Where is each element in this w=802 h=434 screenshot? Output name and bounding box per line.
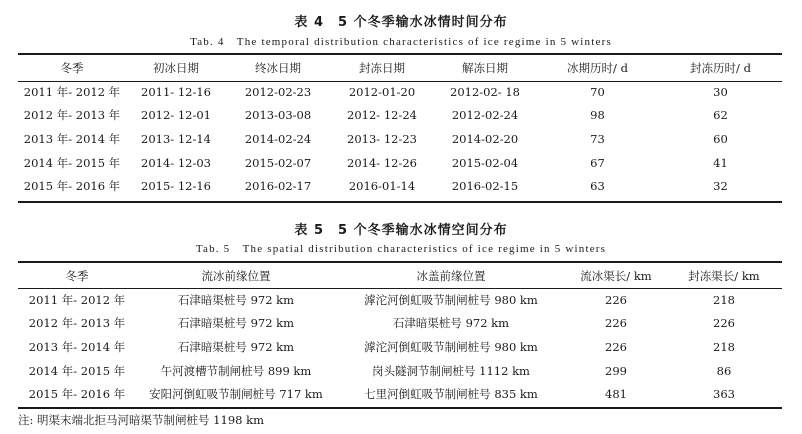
table-cell: 滹沱河倒虹吸节制闸桩号 980 km (364, 339, 538, 354)
table-cell: 2014-02-24 (244, 131, 312, 146)
table-cell: 2012-01-20 (348, 84, 416, 99)
table4-header-row (18, 55, 782, 80)
table4-header-cell: 初冰日期 (153, 60, 199, 75)
table4-title-en: Tab. 4 The temporal distribution characteristics of ice regime in 5 winters (190, 36, 612, 48)
table-cell: 石津暗渠桩号 972 km (177, 292, 295, 307)
table4-header-cell: 封冻日期 (359, 60, 405, 75)
table4-header-cell: 冬季 (60, 60, 84, 75)
table-cell: 226 (605, 339, 627, 354)
table-footnote: 注: 明渠末端北拒马河暗渠节制闸桩号 1198 km (18, 413, 264, 427)
table-cell: 石津暗渠桩号 972 km (392, 316, 510, 331)
table-cell: 67 (590, 155, 605, 170)
table-cell: 86 (716, 363, 732, 378)
table-cell: 70 (590, 84, 605, 99)
table-row (18, 335, 782, 359)
table-cell: 2012 年- 2013 年 (28, 316, 126, 331)
table-cell: 2015-02-04 (451, 155, 519, 170)
table4-header-cell: 解冻日期 (462, 60, 508, 75)
table-row (18, 104, 782, 128)
table-row (18, 151, 782, 175)
table4 (18, 55, 782, 198)
table-cell: 岗头隧洞节制闸桩号 1112 km (372, 363, 530, 378)
table-cell: 2013 年- 2014 年 (28, 339, 126, 354)
table-cell: 2013-03-08 (244, 108, 312, 123)
table5-title-en: Tab. 5 The spatial distribution characteristics of ice regime in 5 winters (195, 243, 607, 255)
table-cell: 2014 年- 2015 年 (28, 363, 126, 378)
table5-header-cell: 封冻渠长/ km (688, 268, 760, 283)
table-cell: 63 (590, 179, 605, 194)
table-cell: 98 (590, 108, 605, 123)
table-cell: 73 (590, 131, 605, 146)
table-cell: 石津暗渠桩号 972 km (177, 339, 295, 354)
table-cell: 七里河倒虹吸节制闸桩号 835 km (364, 387, 538, 402)
table-cell: 2011 年- 2012 年 (28, 292, 126, 307)
table-row (18, 382, 782, 406)
table-cell: 218 (713, 339, 735, 354)
table-cell: 2015-02-07 (244, 155, 312, 170)
table-cell: 41 (713, 155, 728, 170)
table-cell: 30 (713, 84, 728, 99)
table-cell: 62 (713, 108, 728, 123)
table-cell: 2015 年- 2016 年 (23, 179, 121, 194)
table4-bottom-rule (18, 201, 782, 203)
table5-header-cell: 冰盖前缘位置 (416, 268, 486, 283)
table-row (18, 312, 782, 336)
table-cell: 2014-02-20 (451, 131, 519, 146)
table5 (18, 263, 782, 406)
table5-header-cell: 流冰前缘位置 (201, 268, 271, 283)
table-cell: 2014- 12-03 (141, 155, 211, 170)
table4-header-cell: 终冰日期 (255, 60, 301, 75)
table-cell: 2012-02-23 (244, 84, 312, 99)
table-cell: 363 (713, 387, 735, 402)
table5-header-cell: 冬季 (65, 268, 89, 283)
table-cell: 2015- 12-16 (141, 179, 211, 194)
table5-header-row (18, 263, 782, 288)
table5-title-cn: 表 5 5 个冬季输水冰情空间分布 (294, 223, 508, 238)
table-cell: 2012- 12-24 (347, 108, 417, 123)
table4-header-cell: 冰期历时/ d (567, 60, 628, 75)
table-cell: 2016-02-17 (244, 179, 312, 194)
table-cell: 2013 年- 2014 年 (23, 131, 121, 146)
table-cell: 226 (605, 292, 627, 307)
table-cell: 2012- 12-01 (141, 108, 211, 123)
table5-header-cell: 流冰渠长/ km (580, 268, 652, 283)
table-cell: 60 (713, 131, 728, 146)
table-row (18, 80, 782, 104)
table-cell: 32 (713, 179, 728, 194)
table-cell: 2011- 12-16 (141, 84, 211, 99)
table-cell: 滹沱河倒虹吸节制闸桩号 980 km (364, 292, 538, 307)
table4-header-cell: 封冻历时/ d (690, 60, 751, 75)
table-cell: 2013- 12-14 (141, 131, 211, 146)
table-cell: 2015 年- 2016 年 (28, 387, 126, 402)
table-cell: 2011 年- 2012 年 (23, 84, 121, 99)
table-cell: 2013- 12-23 (347, 131, 417, 146)
table-cell: 481 (605, 387, 627, 402)
table4-title-cn: 表 4 5 个冬季输水冰情时间分布 (294, 15, 508, 30)
table5-bottom-rule (18, 407, 782, 409)
table-row (18, 288, 782, 312)
table-cell: 石津暗渠桩号 972 km (177, 316, 295, 331)
table-cell: 226 (713, 316, 735, 331)
table-cell: 2012-02- 18 (450, 84, 520, 99)
table-cell: 安阳河倒虹吸节制闸桩号 717 km (149, 387, 323, 402)
table-cell: 218 (713, 292, 735, 307)
table-cell: 2016-01-14 (348, 179, 416, 194)
table-cell: 2014- 12-26 (347, 155, 417, 170)
table-cell: 299 (605, 363, 627, 378)
table-cell: 午河渡槽节制闸桩号 899 km (160, 363, 312, 378)
table-cell: 2014 年- 2015 年 (23, 155, 121, 170)
table-cell: 2012 年- 2013 年 (23, 108, 121, 123)
table-row (18, 359, 782, 383)
table-cell: 2012-02-24 (451, 108, 519, 123)
table-row (18, 127, 782, 151)
table-cell: 226 (605, 316, 627, 331)
table-cell: 2016-02-15 (451, 179, 519, 194)
table-row (18, 174, 782, 198)
